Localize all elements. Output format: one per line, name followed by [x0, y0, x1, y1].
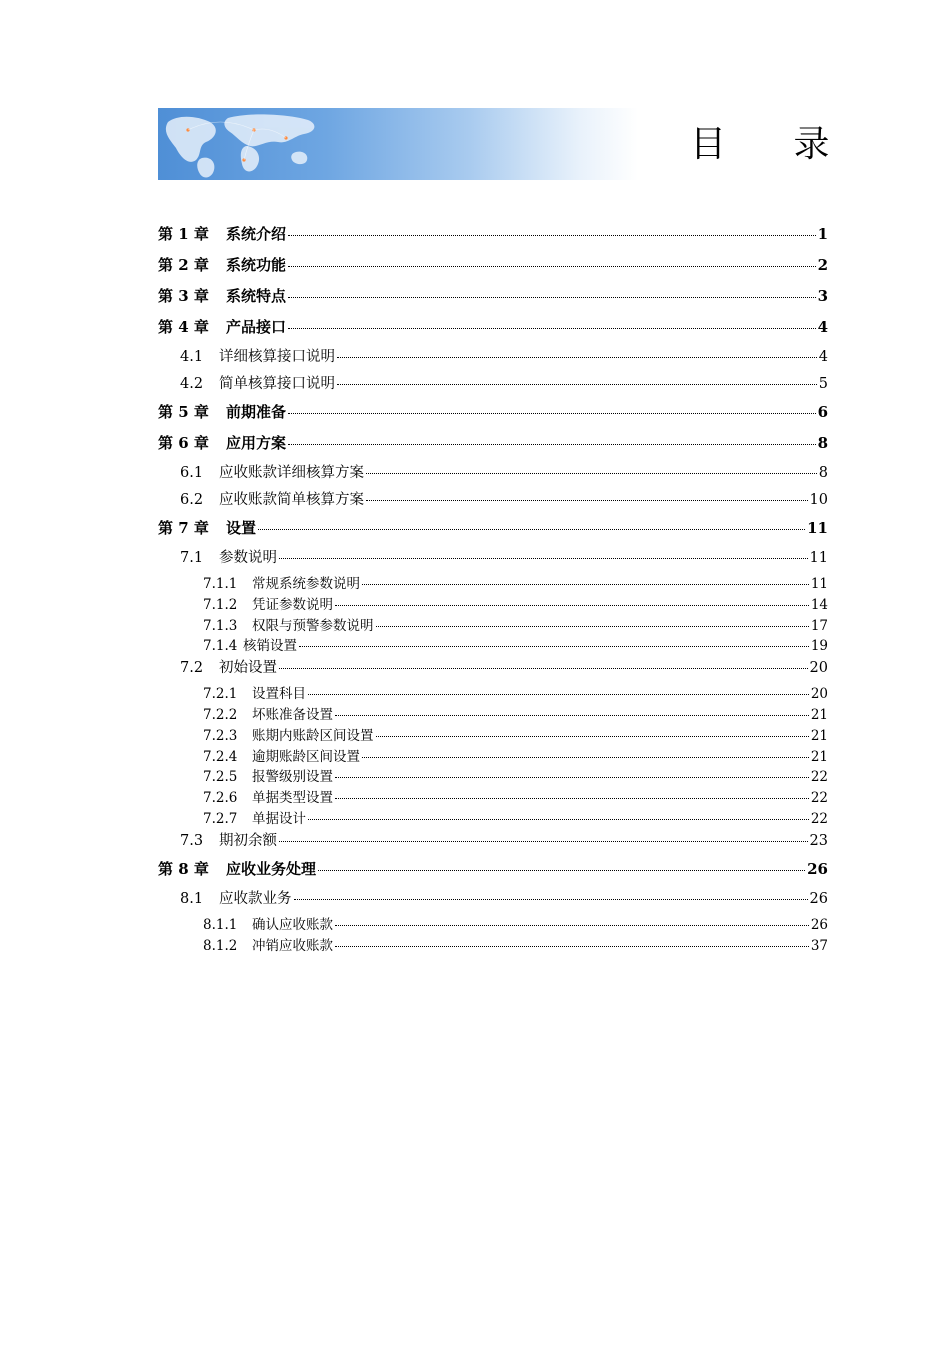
page-number: 21 — [810, 748, 828, 765]
dot-leader — [279, 668, 808, 669]
dot-leader — [308, 694, 809, 695]
page-number: 19 — [810, 638, 828, 655]
page-number: 4 — [817, 318, 828, 336]
page-number: 11 — [810, 576, 828, 592]
entry-number: 7.2 — [180, 660, 204, 677]
entry-number: 7.2.5 — [203, 769, 238, 786]
entry-title: 系统功能 — [226, 256, 287, 274]
dot-leader — [288, 297, 816, 298]
dot-leader — [318, 870, 805, 871]
entry-title: 设置 — [226, 519, 257, 537]
toc-entry[interactable] — [158, 516, 828, 547]
entry-number: 7.2.6 — [203, 790, 238, 807]
entry-title: 详细核算接口说明 — [219, 349, 335, 365]
entry-number: 第 8 章 — [158, 859, 209, 878]
toc-entry[interactable] — [158, 315, 828, 346]
entry-number: 7.1.3 — [203, 617, 238, 634]
page-number: 4 — [818, 349, 828, 365]
entry-title: 设置科目 — [252, 686, 306, 703]
dot-leader — [294, 899, 808, 900]
toc-entry[interactable] — [158, 284, 828, 315]
dot-leader — [366, 473, 817, 474]
entry-number: 4.1 — [180, 349, 204, 365]
toc-entry[interactable] — [158, 400, 828, 431]
dot-leader — [279, 841, 808, 842]
dot-leader — [288, 413, 816, 414]
page-number: 3 — [817, 287, 828, 305]
entry-title: 凭证参数说明 — [252, 596, 333, 613]
entry-number: 7.2.3 — [203, 727, 238, 744]
toc-entry[interactable] — [158, 616, 828, 637]
entry-title: 逾期账龄区间设置 — [252, 748, 360, 765]
entry-number: 7.1 — [180, 550, 204, 566]
page-number: 5 — [818, 376, 828, 392]
entry-number: 7.2.7 — [203, 810, 238, 827]
toc-entry[interactable] — [158, 373, 828, 400]
toc-entry[interactable] — [158, 462, 828, 489]
entry-number: 第 7 章 — [158, 519, 209, 537]
dot-leader — [335, 946, 809, 947]
entry-title: 应收账款详细核算方案 — [219, 465, 364, 481]
page-number: 26 — [807, 859, 828, 878]
dot-leader — [258, 529, 805, 530]
dot-leader — [308, 819, 809, 820]
entry-number: 第 5 章 — [158, 403, 209, 421]
entry-number: 第 2 章 — [158, 256, 209, 274]
toc-entry[interactable] — [158, 915, 828, 936]
entry-title: 单据设计 — [252, 810, 306, 827]
page-number: 21 — [810, 727, 828, 744]
toc-entry[interactable] — [158, 830, 828, 857]
entry-number: 4.2 — [180, 376, 204, 392]
page-number: 26 — [810, 916, 828, 933]
toc-entry[interactable] — [158, 767, 828, 788]
page-number: 26 — [809, 890, 828, 907]
dot-leader — [335, 798, 809, 799]
toc-entry[interactable] — [158, 574, 828, 595]
toc-entry[interactable] — [158, 253, 828, 284]
entry-title: 报警级别设置 — [252, 769, 333, 786]
toc-entry[interactable] — [158, 431, 828, 462]
entry-title: 产品接口 — [226, 318, 287, 336]
entry-number: 8.1.2 — [203, 937, 238, 954]
entry-title: 核销设置 — [243, 638, 297, 655]
entry-number: 7.1.4 — [203, 638, 238, 655]
page-number: 17 — [810, 617, 828, 634]
toc-entry[interactable] — [158, 684, 828, 705]
entry-number: 第 4 章 — [158, 318, 209, 336]
entry-title: 应收款业务 — [219, 890, 292, 907]
dot-leader — [337, 357, 817, 358]
entry-title: 参数说明 — [219, 550, 277, 566]
dot-leader — [288, 266, 816, 267]
entry-title: 期初余额 — [219, 832, 277, 849]
entry-number: 第 6 章 — [158, 434, 209, 452]
entry-number: 8.1.1 — [203, 916, 238, 933]
entry-number: 7.2.1 — [203, 686, 238, 703]
entry-title: 系统特点 — [226, 287, 287, 305]
dot-leader — [337, 384, 817, 385]
page-number: 8 — [818, 465, 828, 481]
page-number: 37 — [810, 937, 828, 954]
toc-entry[interactable] — [158, 595, 828, 616]
dot-leader — [376, 736, 809, 737]
entry-title: 确认应收账款 — [252, 916, 333, 933]
entry-number: 7.2.4 — [203, 748, 238, 765]
page-number: 8 — [817, 434, 828, 452]
entry-number: 6.2 — [180, 492, 204, 508]
page-number: 23 — [809, 832, 828, 849]
toc-entry[interactable] — [158, 747, 828, 768]
toc-entry[interactable] — [158, 636, 828, 657]
entry-title: 系统介绍 — [226, 225, 287, 243]
toc-entry[interactable] — [158, 788, 828, 809]
dot-leader — [335, 925, 809, 926]
entry-title: 常规系统参数说明 — [252, 576, 360, 592]
toc-entry[interactable] — [158, 657, 828, 684]
page-number: 20 — [810, 686, 828, 703]
entry-title: 单据类型设置 — [252, 790, 333, 807]
toc-entry[interactable] — [158, 936, 828, 957]
entry-number: 7.1.2 — [203, 596, 238, 613]
page-number: 11 — [809, 550, 828, 566]
toc-entry[interactable] — [158, 809, 828, 830]
toc-entry[interactable] — [158, 888, 828, 915]
toc-entry[interactable] — [158, 346, 828, 373]
entry-title: 初始设置 — [219, 660, 277, 677]
dot-leader — [279, 558, 808, 559]
dot-leader — [366, 500, 808, 501]
entry-title: 应收业务处理 — [226, 859, 317, 878]
toc-entry[interactable] — [158, 726, 828, 747]
dot-leader — [288, 328, 816, 329]
entry-title: 坏账准备设置 — [252, 706, 333, 723]
page-number: 10 — [809, 492, 828, 508]
page-number: 21 — [810, 706, 828, 723]
page-number: 22 — [810, 790, 828, 807]
page-number: 6 — [817, 403, 828, 421]
world-map-icon — [158, 108, 638, 180]
page-number: 14 — [810, 596, 828, 613]
page-number: 22 — [810, 810, 828, 827]
entry-number: 6.1 — [180, 465, 204, 481]
page-number: 1 — [817, 225, 828, 243]
dot-leader — [288, 235, 816, 236]
entry-number: 7.1.1 — [203, 576, 238, 592]
dot-leader — [335, 777, 809, 778]
dot-leader — [299, 646, 809, 647]
entry-number: 第 1 章 — [158, 225, 209, 243]
toc-entry[interactable] — [158, 222, 828, 253]
entry-title: 冲销应收账款 — [252, 937, 333, 954]
entry-title: 前期准备 — [226, 403, 287, 421]
header-banner — [158, 108, 638, 180]
page-number: 22 — [810, 769, 828, 786]
dot-leader — [362, 584, 809, 585]
entry-title: 账期内账龄区间设置 — [252, 727, 374, 744]
dot-leader — [335, 715, 809, 716]
entry-title: 简单核算接口说明 — [219, 376, 335, 392]
toc-entry[interactable] — [158, 547, 828, 574]
dot-leader — [362, 757, 809, 758]
page-number: 20 — [809, 660, 828, 677]
entry-title: 权限与预警参数说明 — [252, 617, 374, 634]
toc-entry[interactable] — [158, 489, 828, 516]
entry-title: 应收账款简单核算方案 — [219, 492, 364, 508]
dot-leader — [376, 626, 809, 627]
entry-number: 8.1 — [180, 890, 204, 907]
page-number: 11 — [807, 519, 828, 537]
entry-number: 7.3 — [180, 832, 204, 849]
entry-number: 第 3 章 — [158, 287, 209, 305]
dot-leader — [288, 444, 816, 445]
entry-title: 应用方案 — [226, 434, 287, 452]
dot-leader — [335, 605, 809, 606]
page-title: 目 录 — [690, 124, 858, 165]
page-number: 2 — [817, 256, 828, 274]
toc-entry[interactable] — [158, 705, 828, 726]
toc-entry[interactable] — [158, 857, 828, 888]
entry-number: 7.2.2 — [203, 706, 238, 723]
table-of-contents — [158, 222, 828, 956]
